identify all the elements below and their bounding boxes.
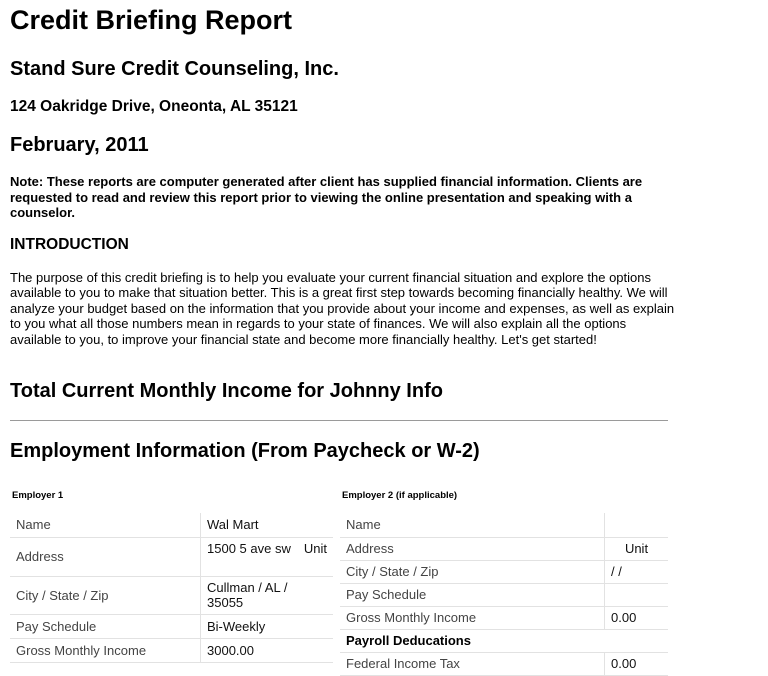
table-row	[10, 614, 333, 638]
pay-schedule-value: Bi-Weekly	[201, 614, 334, 638]
federal-tax-label: Federal Income Tax	[340, 652, 605, 675]
employer-1-label: Employer 1	[12, 490, 64, 501]
employer-2-label: Employer 2 (if applicable)	[342, 490, 458, 501]
city-label: City / State / Zip	[340, 560, 605, 583]
address-unit: Unit	[303, 540, 327, 556]
address-value: Unit	[605, 537, 669, 560]
payroll-deductions-heading: Payroll Deducations	[340, 629, 668, 652]
gross-income-value: 3000.00	[201, 638, 334, 662]
address-label: Address	[340, 537, 605, 560]
table-row	[340, 629, 668, 652]
report-title: Credit Briefing Report	[10, 5, 293, 35]
report-note: Note: These reports are computer generated after client has supplied financial information. Clients are requested to read and review this report prior to viewing the online presentation and speaking with a counselor.	[10, 174, 643, 220]
address-value	[201, 537, 334, 576]
introduction-heading: INTRODUCTION	[10, 236, 129, 253]
employer-2-table	[340, 513, 668, 676]
table-row	[10, 513, 333, 537]
table-row	[340, 537, 668, 560]
pay-schedule-label: Pay Schedule	[340, 583, 605, 606]
city-label: City / State / Zip	[10, 576, 201, 614]
federal-tax-value: 0.00	[605, 652, 669, 675]
name-label: Name	[10, 513, 201, 537]
name-label: Name	[340, 513, 605, 537]
pay-schedule-value	[605, 583, 669, 606]
table-row	[10, 638, 333, 662]
employer-1-table	[10, 513, 333, 663]
name-value	[605, 513, 669, 537]
table-row	[340, 583, 668, 606]
section-divider	[10, 420, 668, 421]
table-row	[340, 513, 668, 537]
income-heading: Total Current Monthly Income for Johnny Info	[10, 380, 443, 402]
report-date: February, 2011	[10, 134, 149, 156]
table-row	[10, 537, 333, 576]
city-value: / /	[605, 560, 669, 583]
table-row	[340, 560, 668, 583]
city-value: Cullman / AL / 35055	[201, 576, 334, 614]
gross-income-value: 0.00	[605, 606, 669, 629]
employment-heading: Employment Information (From Paycheck or W-2)	[10, 440, 480, 462]
pay-schedule-label: Pay Schedule	[10, 614, 201, 638]
address-street: 1500 5 ave sw	[207, 540, 291, 556]
address-label: Address	[10, 537, 201, 576]
table-row	[340, 606, 668, 629]
gross-income-label: Gross Monthly Income	[10, 638, 201, 662]
introduction-body: The purpose of this credit briefing is to help you evaluate your current financial situation and explore the options available to you to make that situation better. This is a great first step towards becoming financially healthy. We will analyze your budget based on the information that you provide about your income and expenses, as well as explain to you what all those numbers mean in regards to your state of finances. We will also explain all the options available to you, to improve your financial state and become more financially healthy. Let's get started!	[10, 270, 675, 347]
company-name: Stand Sure Credit Counseling, Inc.	[10, 58, 339, 80]
gross-income-label: Gross Monthly Income	[340, 606, 605, 629]
company-address: 124 Oakridge Drive, Oneonta, AL 35121	[10, 98, 298, 115]
table-row	[10, 576, 333, 614]
name-value: Wal Mart	[201, 513, 334, 537]
